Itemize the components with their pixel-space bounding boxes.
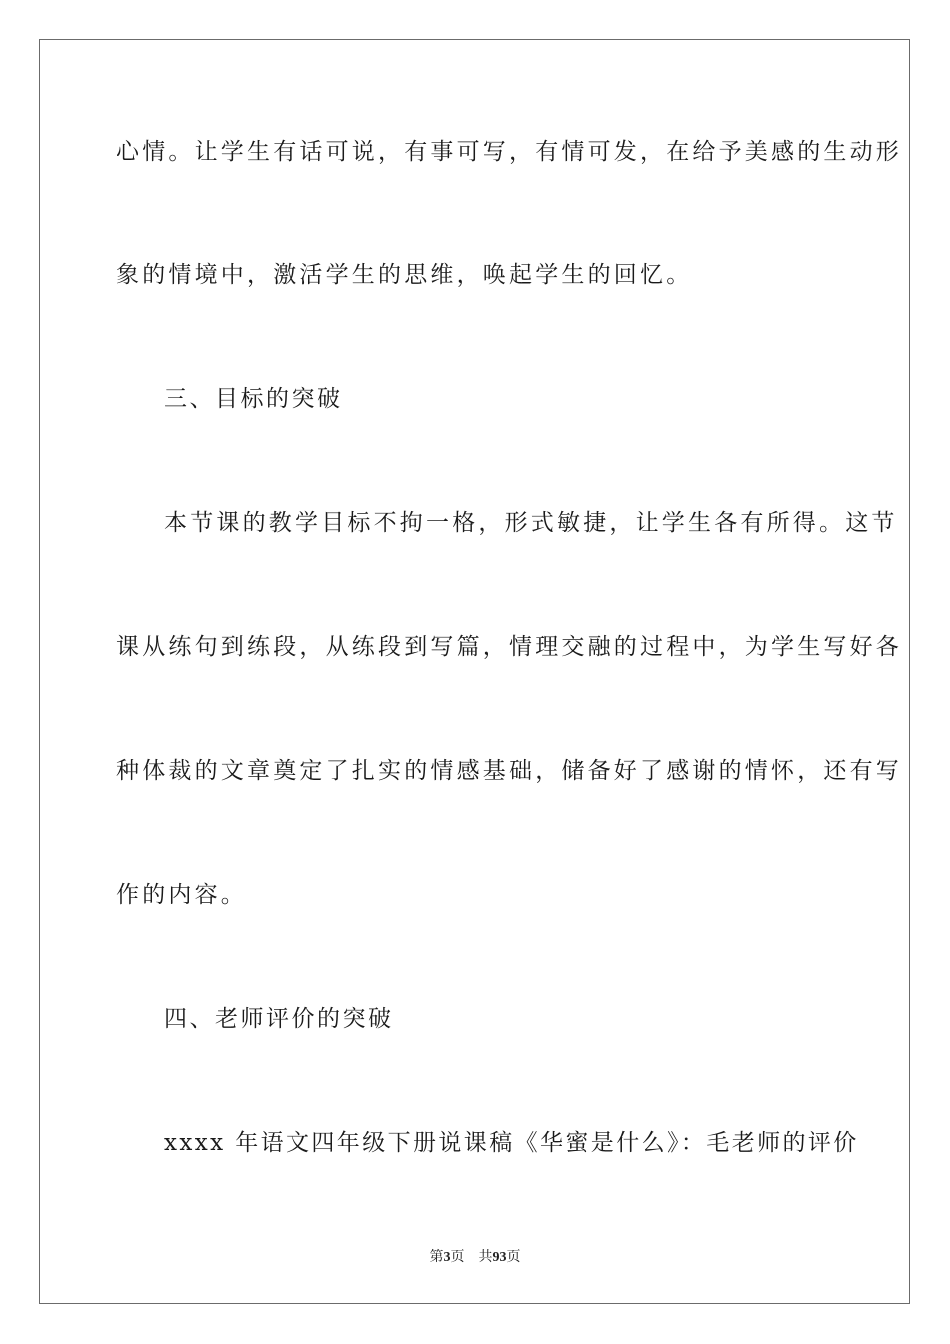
section-heading-4: 四、老师评价的突破 <box>164 1006 394 1032</box>
page-footer <box>0 1248 950 1267</box>
total-prefix: 共 <box>478 1249 493 1265</box>
page-suffix: 页 <box>450 1249 465 1265</box>
body-line-9: xxxx 年语文四年级下册说课稿《华蜜是什么》：毛老师的评价 <box>164 1130 859 1156</box>
body-line-7: 作的内容。 <box>116 882 247 908</box>
body-line-4: 本节课的教学目标不拘一格，形式敏捷，让学生各有所得。这节 <box>164 510 898 536</box>
section-heading-3: 三、目标的突破 <box>164 386 343 412</box>
page-prefix: 第 <box>429 1249 444 1265</box>
total-suffix: 页 <box>506 1249 521 1265</box>
body-line-5: 课从练句到练段，从练段到写篇，情理交融的过程中，为学生写好各 <box>116 634 902 660</box>
total-pages: 93 <box>492 1250 507 1265</box>
body-line-6: 种体裁的文章奠定了扎实的情感基础，储备好了感谢的情怀，还有写 <box>116 758 902 784</box>
page-number: 3 <box>443 1250 451 1265</box>
body-line-2: 象的情境中，激活学生的思维，唤起学生的回忆。 <box>116 262 693 288</box>
page-frame <box>39 39 910 1304</box>
body-line-1: 心情。让学生有话可说，有事可写，有情可发，在给予美感的生动形 <box>116 139 902 165</box>
